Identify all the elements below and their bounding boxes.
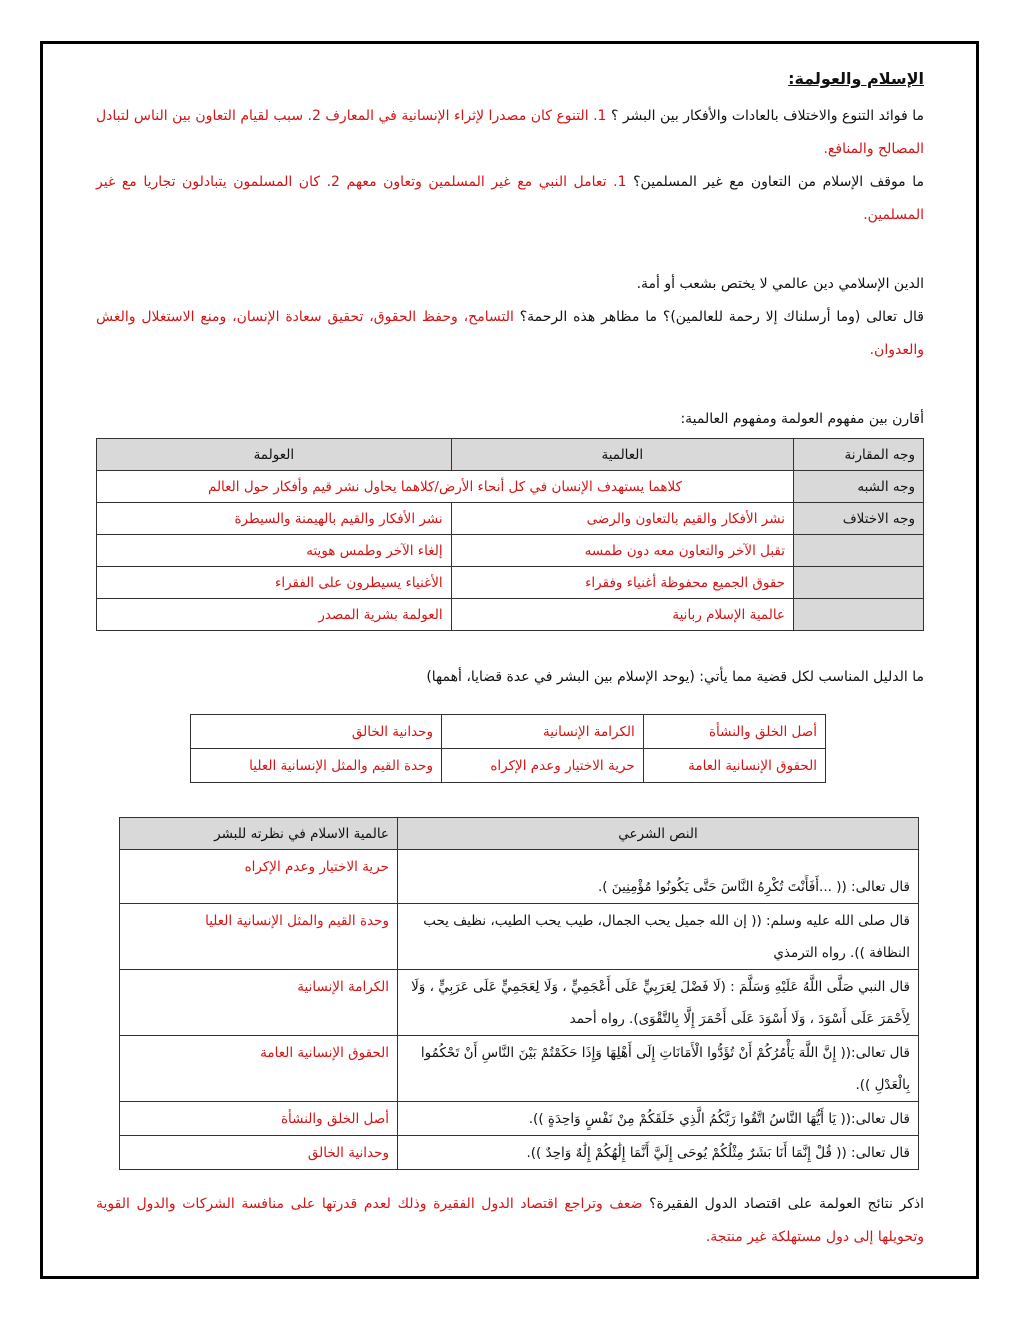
issue-cell: وحدة القيم والمثل الإنسانية العليا [191,749,442,783]
table-row [120,1102,919,1136]
comparison-prompt: أقارن بين مفهوم العولمة ومفهوم العالمية: [680,411,924,427]
table-row [97,471,924,503]
issue-cell: وحدانية الخالق [191,715,442,749]
row-label: وجه الشبه [794,471,924,503]
similarity-cell: كلاهما يستهدف الإنسان في كل أنحاء الأرض/كلاهما يحاول نشر قيم وأفكار حول العالم [97,471,794,503]
qa-item [96,100,924,166]
answer-text: 1. التنوع كان مصدرا لإثراء الإنسانية في المعارف 2. سبب لقيام التعاون بين الناس لتبادل المصالح والمنافع. [96,108,924,157]
globalization-cell: نشر الأفكار والقيم بالهيمنة والسيطرة [97,503,452,535]
issue-cell: الكرامة الإنسانية [442,715,644,749]
qa-item [96,301,924,367]
row-label-empty [794,535,924,567]
table-row [97,567,924,599]
globalization-cell: العولمة بشرية المصدر [97,599,452,631]
verse-text: قال تعالى:(( يَا أَيُّهَا النَّاسُ اتَّقُوا رَبَّكُمُ الَّذِي خَلَقَكُمْ مِنْ نَفْسٍ وَاحِدَةٍ )). [398,1102,919,1136]
table-row [120,1136,919,1170]
column-header: النص الشرعي [398,818,919,850]
row-label-empty [794,567,924,599]
table-row [191,715,826,749]
table-row [120,850,919,904]
question-text: ما موقف الإسلام من التعاون مع غير المسلمين؟ [633,174,925,190]
column-header: العالمية [451,439,793,471]
issues-prompt: ما الدليل المناسب لكل قضية مما يأتي: (يوحد الإسلام بين البشر في عدة قضايا، أهمها) [426,669,924,685]
qa-item [96,166,924,232]
column-header: عالمية الاسلام في نظرته للبشر [120,818,398,850]
row-label-empty [794,599,924,631]
column-header: وجه المقارنة [794,439,924,471]
table-row [97,599,924,631]
verse-text: قال تعالى:(( إِنَّ اللَّهَ يَأْمُرُكُمْ أَنْ تُؤَدُّوا الْأَمَانَاتِ إِلَى أَهْلِهَا وَإِذَا حَكَمْتُمْ بَيْنَ النَّاسِ أَنْ تَحْكُمُوا بِالْعَدْلِ )). [398,1036,919,1102]
verse-text: قال تعالى: (( ...أَفَأَنْتَ تُكْرِهُ النَّاسَ حَتَّى يَكُونُوا مُؤْمِنِينَ ). [398,850,919,904]
universality-cell: تقبل الآخر والتعاون معه دون طمسه [451,535,793,567]
answer-cell: حرية الاختيار وعدم الإكراه [120,850,398,904]
issue-cell: حرية الاختيار وعدم الإكراه [442,749,644,783]
issues-table [190,714,826,783]
answer-cell: الكرامة الإنسانية [120,970,398,1036]
comparison-table [96,438,924,631]
table-row [120,904,919,970]
column-header: العولمة [97,439,452,471]
answer-cell: أصل الخلق والنشأة [120,1102,398,1136]
question-text: ما فوائد التنوع والاختلاف بالعادات والأفكار بين البشر ؟ [610,108,924,124]
row-label: وجه الاختلاف [794,503,924,535]
evidence-table [119,817,919,1170]
answer-cell: وحدة القيم والمثل الإنسانية العليا [120,904,398,970]
statement-text: الدين الإسلامي دين عالمي لا يختص بشعب أو أمة. [636,276,924,292]
universality-cell: نشر الأفكار والقيم بالتعاون والرضى [451,503,793,535]
answer-cell: الحقوق الإنسانية العامة [120,1036,398,1102]
universality-cell: حقوق الجميع محفوظة أغنياء وفقراء [451,567,793,599]
answer-text: 1. تعامل النبي مع غير المسلمين وتعاون معهم 2. كان المسلمون يتبادلون تجاريا مع غير المسلمين. [96,174,924,223]
globalization-cell: الأغنياء يسيطرون على الفقراء [97,567,452,599]
table-row [120,1036,919,1102]
issue-cell: أصل الخلق والنشأة [643,715,825,749]
globalization-cell: إلغاء الآخر وطمس هويته [97,535,452,567]
universality-cell: عالمية الإسلام ربانية [451,599,793,631]
question-text: اذكر نتائج العولمة على اقتصاد الدول الفقيرة؟ [649,1196,925,1212]
table-row [191,749,826,783]
answer-text: التسامح، وحفظ الحقوق، تحقيق سعادة الإنسان، ومنع الاستغلال والغش والعدوان. [96,309,924,358]
answer-cell: وحدانية الخالق [120,1136,398,1170]
verse-text: قال تعالى: (( قُلْ إِنَّمَا أَنَا بَشَرٌ مِثْلُكُمْ يُوحَى إِلَيَّ أَنَّمَا إِلَٰهُكُمْ إِلَٰهٌ وَاحِدٌ )). [398,1136,919,1170]
table-row [97,535,924,567]
verse-text: قال النبي صَلَّى اللَّهُ عَلَيْهِ وَسَلَّمَ : (لَا فَضْلَ لِعَرَبِيٍّ عَلَى أَعْجَمِيٍّ ، وَلَا لِعَجَمِيٍّ عَلَى عَرَبِيٍّ ، وَلَا لِأَحْمَرَ عَلَى أَسْوَدَ ، وَلَا أَسْوَدَ عَلَى أَحْمَرَ إِلَّا بِالتَّقْوَى). رواه أحمد [398,970,919,1036]
answer-text: ضعف وتراجع اقتصاد الدول الفقيرة وذلك لعدم قدرتها على منافسة الشركات والدول القوية وتحويلها إلى دول مستهلكة غير منتجة. [96,1196,924,1245]
qa-item [96,1188,924,1254]
table-row [120,970,919,1036]
verse-text: قال صلى الله عليه وسلم: (( إن الله جميل يحب الجمال، طيب يحب الطيب، نظيف يحب النظافة )). رواه الترمذي [398,904,919,970]
question-text: قال تعالى (وما أرسلناك إلا رحمة للعالمين)؟ ما مظاهر هذه الرحمة؟ [519,309,924,325]
worksheet-content [96,66,924,1254]
page-title: الإسلام والعولمة: [788,69,924,88]
issue-cell: الحقوق الإنسانية العامة [643,749,825,783]
table-row [97,503,924,535]
